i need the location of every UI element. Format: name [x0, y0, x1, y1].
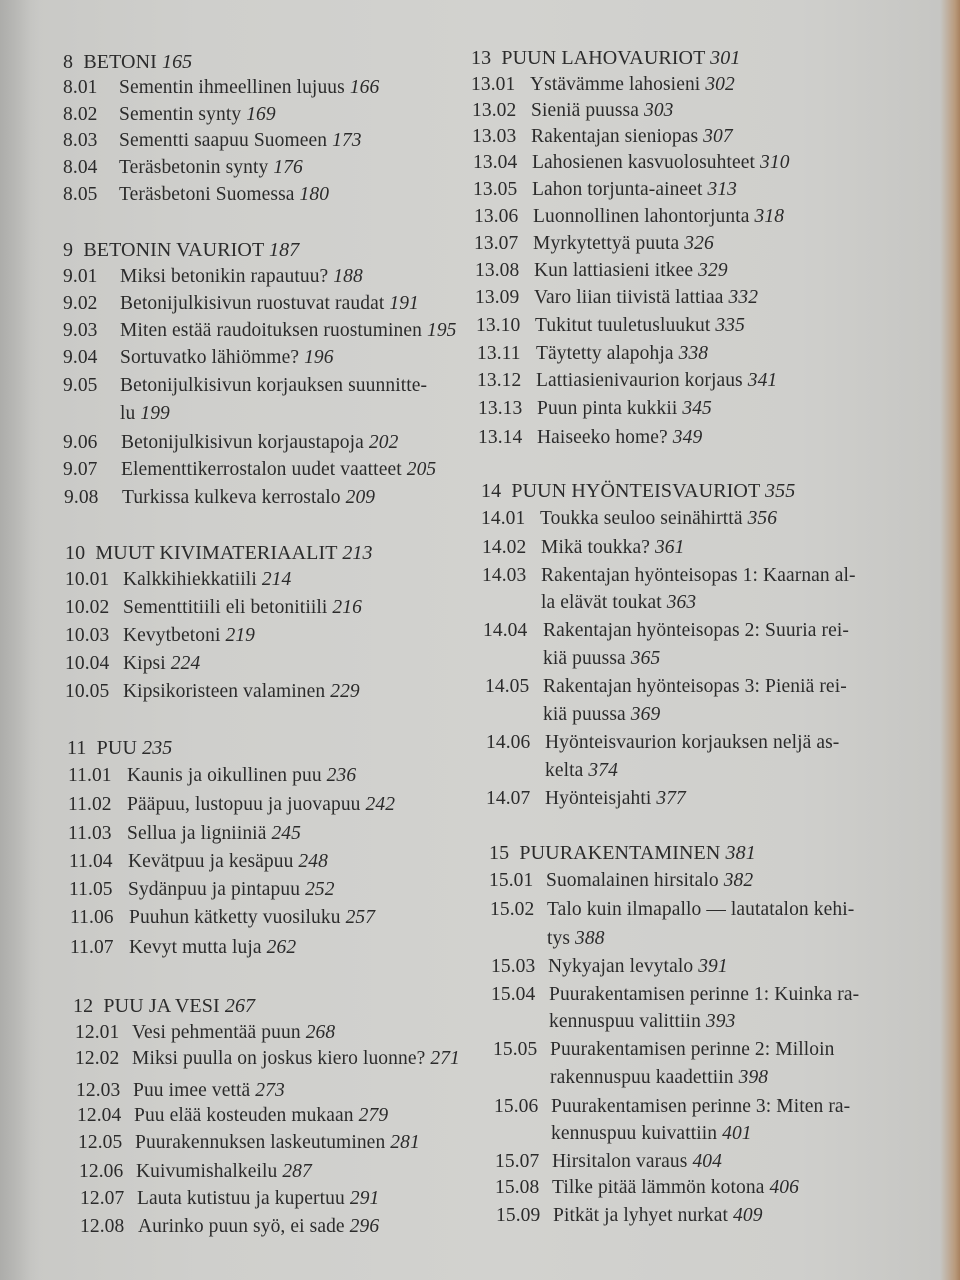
section-title: Pääpuu, lustopuu ja juovapuu: [127, 794, 361, 815]
section-title: Hyönteisvaurion korjauksen neljä as-: [545, 732, 840, 753]
page-number: 267: [224, 995, 256, 1017]
page-number: 219: [225, 625, 256, 646]
page-number: 355: [765, 480, 796, 502]
page-number: 318: [754, 206, 785, 227]
page-number: 169: [246, 104, 276, 125]
page-number: 393: [705, 1011, 736, 1032]
page-number: 287: [282, 1161, 312, 1182]
page-number: 363: [666, 592, 697, 613]
section-title: Talo kuin ilmapallo — lautatalon kehi-: [547, 899, 855, 920]
page-number: 401: [722, 1123, 752, 1144]
section-number: 12.04: [77, 1105, 122, 1126]
section-number: 14.01: [481, 508, 526, 529]
section-title: Sortuvatko lähiömme?: [120, 347, 300, 368]
toc-chapter-heading: [67, 735, 172, 761]
section-title: kennuspuu kuivattiin: [551, 1123, 718, 1144]
page-number: 273: [255, 1080, 285, 1101]
section-title: Kuivumishalkeilu: [136, 1161, 278, 1182]
section-number: 13.01: [471, 74, 516, 95]
page-number: 329: [698, 260, 728, 281]
section-number: 13.06: [474, 206, 519, 227]
section-number: 13.08: [475, 260, 520, 281]
section-number: 13.14: [478, 427, 523, 448]
section-number: 12.03: [76, 1080, 121, 1101]
section-title: Myrkytettyä puuta: [533, 233, 680, 254]
page-number: 165: [161, 51, 193, 73]
page-number: 382: [723, 870, 754, 891]
chapter-title: PUUN HYÖNTEISVAURIOT: [511, 480, 760, 502]
section-number: 13.05: [473, 179, 518, 200]
section-title: Lahon torjunta-aineet: [532, 179, 703, 200]
page-number: 377: [656, 788, 686, 809]
section-number: 13.04: [473, 152, 518, 173]
page-number: 409: [733, 1205, 763, 1226]
section-number: 9.01: [63, 266, 98, 287]
page-number: 303: [643, 100, 674, 121]
section-number: 12.06: [79, 1161, 124, 1182]
section-title: Kipsikoristeen valaminen: [123, 681, 326, 702]
section-number: 11.05: [69, 879, 113, 900]
page-number: 291: [349, 1188, 380, 1209]
page-number: 374: [588, 760, 618, 781]
section-title: Sementin ihmeellinen lujuus: [119, 77, 345, 98]
page-number: 176: [273, 157, 303, 178]
section-number: 14.06: [486, 732, 531, 753]
page-number: 188: [333, 266, 363, 287]
section-number: 15.06: [494, 1096, 539, 1117]
page-number: 391: [698, 956, 728, 977]
section-title: Tukitut tuuletusluukut: [535, 315, 711, 336]
section-title: Kalkkihiekkatiili: [123, 569, 257, 590]
section-title: Kaunis ja oikullinen puu: [127, 765, 322, 786]
section-title: Tilke pitää lämmön kotona: [552, 1177, 765, 1198]
toc-chapter-heading: [481, 478, 795, 504]
section-number: 13.07: [474, 233, 519, 254]
page-number: 398: [738, 1067, 769, 1088]
page-number: 199: [140, 403, 170, 424]
page-number: 257: [345, 907, 376, 928]
section-number: 8.05: [63, 184, 98, 205]
section-number: 13.10: [476, 315, 521, 336]
section-title: Rakentajan hyönteisopas 1: Kaarnan al-: [541, 565, 856, 586]
page-number: 404: [692, 1151, 723, 1172]
page-number: 196: [304, 347, 334, 368]
section-number: 9.04: [63, 347, 98, 368]
section-number: 14.02: [482, 537, 527, 558]
section-title: kiä puussa: [543, 648, 626, 669]
section-title: lu: [120, 403, 136, 424]
section-number: 9.07: [63, 459, 98, 480]
section-number: 11.02: [68, 794, 112, 815]
page-number: 235: [142, 737, 173, 759]
page-number: 361: [654, 537, 685, 558]
page-gutter-shadow: [0, 0, 40, 1280]
section-title: Sementtitiili eli betonitiili: [123, 597, 328, 618]
section-number: 9.05: [63, 375, 98, 396]
chapter-title: BETONIN VAURIOT: [83, 239, 264, 261]
section-number: 14.04: [483, 620, 528, 641]
chapter-number: 11: [67, 737, 87, 759]
section-number: 11.04: [69, 851, 113, 872]
chapter-title: PUUN LAHOVAURIOT: [501, 47, 706, 69]
section-number: 8.01: [63, 77, 98, 98]
page-number: 245: [271, 823, 302, 844]
chapter-title: PUU JA VESI: [103, 995, 220, 1017]
section-title: Sydänpuu ja pintapuu: [128, 879, 301, 900]
section-title: Hyönteisjahti: [545, 788, 652, 809]
section-title: Puuhun kätketty vuosiluku: [129, 907, 341, 928]
toc-chapter-heading: [489, 840, 756, 866]
section-number: 9.02: [63, 293, 98, 314]
page-number: 173: [332, 130, 362, 151]
section-title: Pitkät ja lyhyet nurkat: [553, 1205, 729, 1226]
page-number: 302: [705, 74, 735, 95]
section-title: Elementtikerrostalon uudet vaatteet: [121, 459, 402, 480]
section-title: Puurakentamisen perinne 2: Milloin: [550, 1039, 835, 1060]
section-number: 8.04: [63, 157, 98, 178]
section-title: Aurinko puun syö, ei sade: [138, 1216, 345, 1237]
page-number: 388: [575, 928, 605, 949]
section-title: rakennuspuu kaadettiin: [550, 1067, 734, 1088]
section-number: 15.09: [496, 1205, 541, 1226]
page-number: 369: [630, 704, 661, 725]
page-number: 224: [170, 653, 201, 674]
section-number: 10.03: [65, 625, 110, 646]
page-number: 406: [769, 1177, 800, 1198]
page-number: 229: [330, 681, 360, 702]
section-number: 13.11: [477, 343, 521, 364]
section-number: 11.06: [70, 907, 114, 928]
section-title: Kun lattiasieni itkee: [534, 260, 694, 281]
section-title: Sementin synty: [119, 104, 242, 125]
section-number: 11.01: [68, 765, 112, 786]
page-number: 236: [326, 765, 357, 786]
section-number: 11.03: [68, 823, 112, 844]
page-number: 166: [349, 77, 380, 98]
section-title: Puurakentamisen perinne 1: Kuinka ra-: [549, 984, 860, 1005]
page-number: 335: [715, 315, 745, 336]
section-title: Turkissa kulkeva kerrostalo: [122, 487, 341, 508]
page-number: 332: [728, 287, 759, 308]
page-number: 338: [678, 343, 709, 364]
section-title: Sieniä puussa: [531, 100, 639, 121]
chapter-title: MUUT KIVIMATERIAALIT: [95, 542, 338, 564]
page-number: 187: [269, 239, 300, 261]
section-title: kennuspuu valittiin: [549, 1011, 701, 1032]
section-number: 13.03: [472, 126, 517, 147]
section-title: Hirsitalon varaus: [552, 1151, 688, 1172]
section-number: 13.02: [472, 100, 517, 121]
section-number: 8.03: [63, 130, 98, 151]
toc-chapter-heading: [63, 49, 192, 75]
page-number: 310: [760, 152, 790, 173]
section-number: 15.07: [495, 1151, 540, 1172]
section-title: Lattiasienivaurion korjaus: [536, 370, 743, 391]
section-title: Haiseeko home?: [537, 427, 668, 448]
section-number: 12.07: [80, 1188, 125, 1209]
section-title: Miksi betonikin rapautuu?: [120, 266, 329, 287]
section-number: 9.06: [63, 432, 98, 453]
page-number: 301: [710, 47, 741, 69]
chapter-number: 9: [63, 239, 74, 261]
section-title: Teräsbetoni Suomessa: [119, 184, 295, 205]
section-title: Teräsbetonin synty: [119, 157, 269, 178]
section-title: Puu imee vettä: [133, 1080, 251, 1101]
page-number: 313: [707, 179, 738, 200]
section-title: Betonijulkisivun korjauksen suunnitte-: [120, 375, 428, 396]
toc-chapter-heading: [63, 237, 299, 263]
section-title: Rakentajan hyönteisopas 3: Pieniä rei-: [543, 676, 847, 697]
page-number: 271: [430, 1048, 460, 1069]
section-title: Sellua ja ligniiniä: [127, 823, 267, 844]
chapter-number: 14: [481, 480, 502, 502]
page-number: 191: [389, 293, 419, 314]
section-number: 13.09: [475, 287, 520, 308]
section-number: 12.02: [75, 1048, 120, 1069]
section-number: 15.08: [495, 1177, 540, 1198]
section-number: 9.08: [64, 487, 99, 508]
section-number: 8.02: [63, 104, 98, 125]
chapter-title: PUURAKENTAMINEN: [519, 842, 721, 864]
section-number: 15.01: [489, 870, 534, 891]
page-number: 216: [332, 597, 362, 618]
page-number: 213: [342, 542, 373, 564]
section-title: Rakentajan hyönteisopas 2: Suuria rei-: [543, 620, 849, 641]
section-title: kiä puussa: [543, 704, 626, 725]
section-number: 15.03: [491, 956, 536, 977]
section-title: Luonnollinen lahontorjunta: [533, 206, 750, 227]
section-title: Varo liian tiivistä lattiaa: [534, 287, 724, 308]
section-number: 15.05: [493, 1039, 538, 1060]
page-number: 307: [703, 126, 733, 147]
page-number: 341: [747, 370, 778, 391]
page-number: 381: [725, 842, 756, 864]
section-title: Sementti saapuu Suomeen: [119, 130, 328, 151]
section-number: 10.05: [65, 681, 110, 702]
section-title: Puun pinta kukkii: [537, 398, 678, 419]
section-title: Puurakennuksen laskeutuminen: [135, 1132, 386, 1153]
chapter-title: BETONI: [83, 51, 157, 73]
page-number: 281: [390, 1132, 420, 1153]
chapter-number: 8: [63, 51, 74, 73]
section-number: 10.04: [65, 653, 110, 674]
chapter-number: 10: [65, 542, 86, 564]
page-number: 214: [261, 569, 292, 590]
section-title: Puurakentamisen perinne 3: Miten ra-: [551, 1096, 851, 1117]
chapter-number: 12: [73, 995, 94, 1017]
section-number: 12.08: [80, 1216, 125, 1237]
chapter-number: 15: [489, 842, 510, 864]
section-title: tys: [547, 928, 571, 949]
chapter-title: PUU: [96, 737, 137, 759]
section-title: Kevätpuu ja kesäpuu: [128, 851, 294, 872]
page-number: 345: [682, 398, 712, 419]
page-number: 252: [305, 879, 335, 900]
section-title: Lahosienen kasvuolosuhteet: [532, 152, 756, 173]
section-title: la elävät toukat: [541, 592, 662, 613]
section-title: Betonijulkisivun ruostuvat raudat: [120, 293, 385, 314]
page-number: 279: [358, 1105, 389, 1126]
page-number: 209: [345, 487, 376, 508]
section-number: 9.03: [63, 320, 98, 341]
toc-chapter-heading: [471, 45, 740, 71]
page-number: 242: [365, 794, 396, 815]
page-number: 202: [368, 432, 399, 453]
page-number: 296: [349, 1216, 380, 1237]
page-number: 205: [406, 459, 437, 480]
section-number: 12.05: [78, 1132, 123, 1153]
section-title: kelta: [545, 760, 584, 781]
section-title: Betonijulkisivun korjaustapoja: [121, 432, 364, 453]
section-title: Täytetty alapohja: [536, 343, 674, 364]
section-title: Mikä toukka?: [541, 537, 650, 558]
page-number: 326: [684, 233, 714, 254]
section-title: Lauta kutistuu ja kupertuu: [137, 1188, 345, 1209]
section-title: Vesi pehmentää puun: [132, 1022, 301, 1043]
page-number: 262: [266, 937, 297, 958]
chapter-number: 13: [471, 47, 492, 69]
section-number: 13.13: [478, 398, 523, 419]
page-number: 248: [298, 851, 328, 872]
page-number: 349: [672, 427, 703, 448]
section-number: 10.02: [65, 597, 110, 618]
section-number: 13.12: [477, 370, 522, 391]
section-title: Kipsi: [123, 653, 166, 674]
section-title: Puu elää kosteuden mukaan: [134, 1105, 354, 1126]
section-number: 10.01: [65, 569, 110, 590]
page-number: 356: [747, 508, 778, 529]
page-number: 268: [305, 1022, 336, 1043]
section-number: 14.03: [482, 565, 527, 586]
section-number: 15.04: [491, 984, 536, 1005]
page-number: 180: [299, 184, 330, 205]
section-number: 14.07: [486, 788, 531, 809]
section-number: 12.01: [75, 1022, 120, 1043]
page-number: 365: [630, 648, 661, 669]
section-title: Ystävämme lahosieni: [530, 74, 701, 95]
section-number: 14.05: [485, 676, 530, 697]
toc-chapter-heading: [65, 540, 373, 566]
section-number: 11.07: [70, 937, 114, 958]
section-number: 15.02: [490, 899, 535, 920]
page-number: 195: [426, 320, 457, 341]
section-title: Miksi puulla on joskus kiero luonne?: [132, 1048, 426, 1069]
toc-chapter-heading: [73, 993, 255, 1019]
section-title: Nykyajan levytalo: [548, 956, 694, 977]
section-title: Kevyt mutta luja: [129, 937, 262, 958]
section-title: Suomalainen hirsitalo: [546, 870, 719, 891]
section-title: Kevytbetoni: [123, 625, 221, 646]
section-title: Miten estää raudoituksen ruostuminen: [120, 320, 422, 341]
section-title: Rakentajan sieniopas: [531, 126, 699, 147]
section-title: Toukka seuloo seinähirttä: [540, 508, 743, 529]
